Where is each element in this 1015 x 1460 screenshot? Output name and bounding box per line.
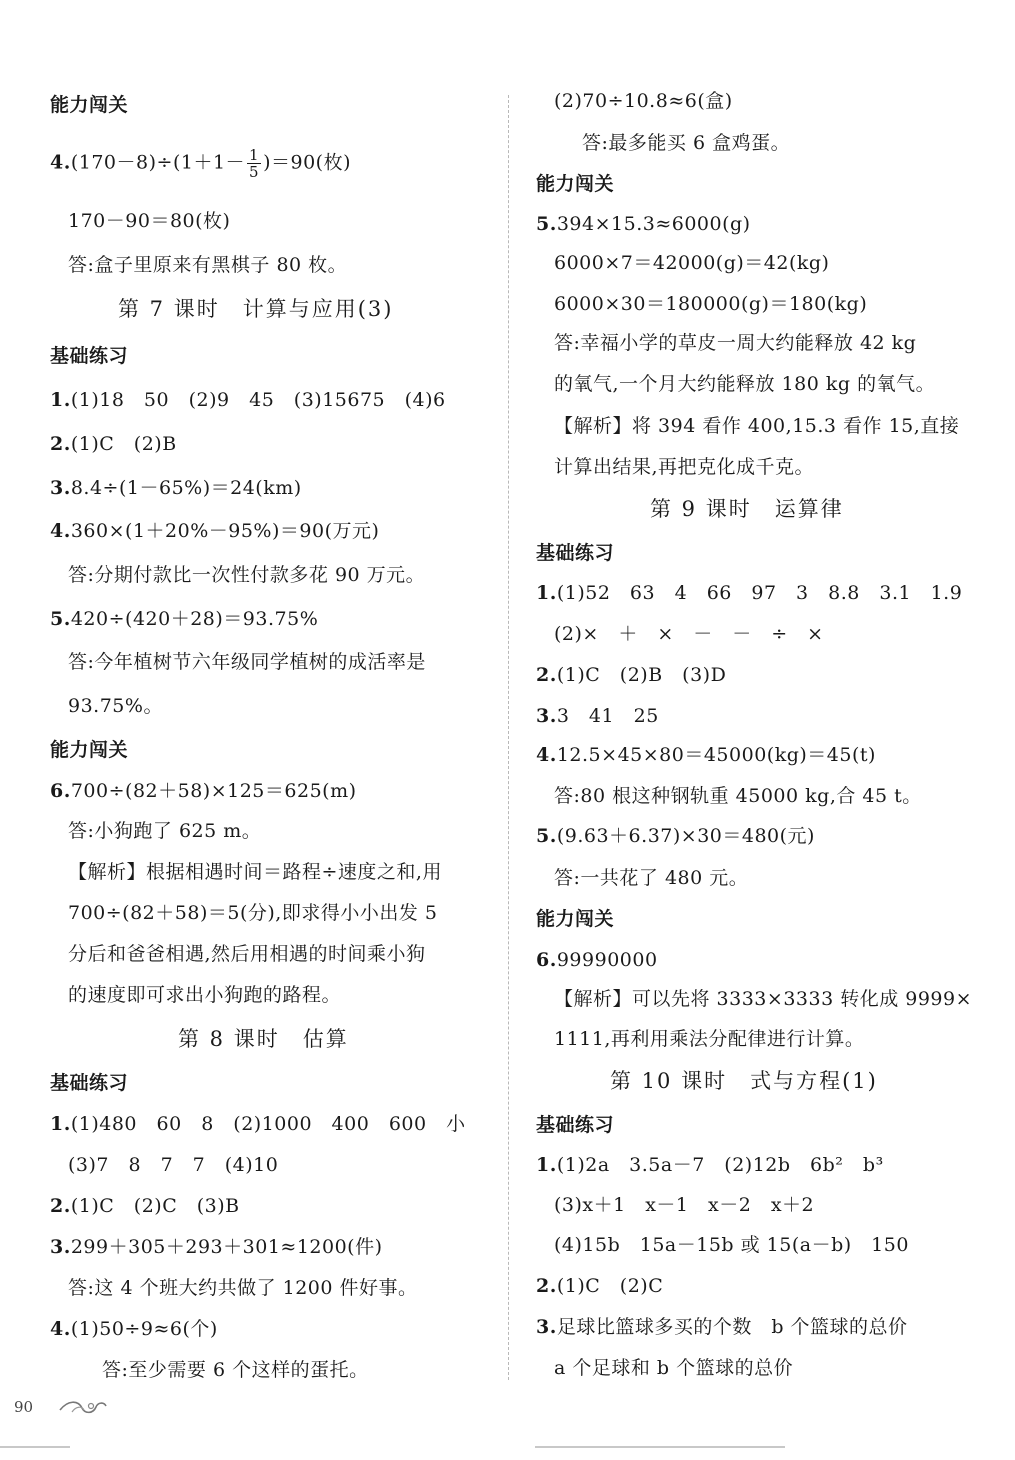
analysis-line: 【解析】将 394 看作 400,15.3 看作 15,直接 [554,415,960,437]
answer-line: 答:一共花了 480 元。 [554,867,749,889]
item-number: 2. [536,1275,557,1297]
item-number: 5. [536,825,557,847]
section-heading: 基础练习 [50,345,129,367]
section-heading: 能力闯关 [50,94,129,116]
answer-text: 99990000 [556,949,658,971]
answer-line: 答:这 4 个班大约共做了 1200 件好事。 [68,1277,418,1299]
answer-text: (1)C (2)C (3)B [70,1195,240,1217]
answer-text: (1)2a 3.5a－7 (2)12b 6b² b³ [556,1154,884,1176]
lesson-title: 第 7 课时 计算与应用(3) [118,297,394,321]
answer-text: (9.63＋6.37)×30＝480(元) [556,825,815,847]
expression-part: (170－8)÷(1＋1－ [70,151,246,174]
analysis-line: 的速度即可求出小狗跑的路程。 [68,984,342,1006]
answer-line [536,662,726,688]
analysis-line: 计算出结果,再把克化成千克。 [554,456,815,478]
answer-line [536,1314,908,1340]
item-number: 2. [50,433,71,455]
answer-text: (1)50÷9≈6(个) [70,1318,218,1340]
answer-line [536,823,815,849]
item-number: 1. [50,1113,71,1135]
answer-line [536,1273,663,1299]
answer-line: 的氧气,一个月大约能释放 180 kg 的氧气。 [554,373,936,395]
answer-line [50,1111,466,1137]
answer-line [50,778,357,804]
item-number: 3. [536,1316,557,1338]
answer-text: (1)C (2)B [70,433,177,455]
answer-line [536,580,962,606]
answer-line: 答:小狗跑了 625 m。 [68,820,262,842]
answer-line [50,431,177,457]
answer-line [536,947,658,973]
answer-text: 12.5×45×80＝45000(kg)＝45(t) [556,744,876,766]
answer-line [536,742,876,768]
answer-line [536,703,659,729]
answer-line [50,475,302,501]
item-number: 5. [50,608,71,630]
answer-line: (2)70÷10.8≈6(盒) [554,90,733,112]
item-number: 4. [50,151,71,174]
answer-line: 答:80 根这种钢轨重 45000 kg,合 45 t。 [554,785,922,807]
answer-text: (1)52 63 4 66 97 3 8.8 3.1 1.9 [556,582,963,604]
item-number: 6. [536,949,557,971]
answer-line: (3)x＋1 x－1 x－2 x＋2 [554,1194,815,1216]
answer-line: 答:至少需要 6 个这样的蛋托。 [102,1359,369,1381]
item-number: 5. [536,213,557,235]
answer-line: 答:今年植树节六年级同学植树的成活率是 [68,651,426,673]
footer-rule [535,1446,785,1448]
answer-text: 足球比篮球多买的个数 b 个篮球的总价 [556,1316,908,1338]
fraction-denominator: 5 [249,163,260,181]
section-heading: 基础练习 [536,1114,615,1136]
answer-line-with-fraction [50,147,351,180]
item-number: 4. [536,744,557,766]
answer-line [50,518,379,544]
item-number: 2. [50,1195,71,1217]
item-number: 1. [536,1154,557,1176]
item-number: 3. [50,477,71,499]
answer-text: 299＋305＋293＋301≈1200(件) [70,1236,383,1258]
answer-text: (1)480 60 8 (2)1000 400 600 小 [70,1113,466,1135]
swirl-ornament-icon [58,1396,108,1418]
analysis-line: 【解析】可以先将 3333×3333 转化成 9999× [554,988,973,1010]
item-number: 1. [50,389,71,411]
item-number: 6. [50,780,71,802]
section-heading: 能力闯关 [536,173,615,195]
answer-line [50,1193,240,1219]
answer-text: (1)18 50 (2)9 45 (3)15675 (4)6 [70,389,446,411]
item-number: 1. [536,582,557,604]
answer-text: (1)C (2)B (3)D [556,664,727,686]
section-heading: 基础练习 [50,1072,129,1094]
answer-text: 8.4÷(1－65%)＝24(km) [70,477,302,499]
answer-text: 420÷(420＋28)＝93.75% [70,608,319,630]
item-number: 4. [50,520,71,542]
answer-text: 700÷(82＋58)×125＝625(m) [70,780,357,802]
lesson-title: 第 9 课时 运算律 [650,497,844,521]
answer-line [50,1316,218,1342]
item-number: 3. [536,705,557,727]
answer-line: 答:分期付款比一次性付款多花 90 万元。 [68,564,426,586]
answer-line: 6000×7＝42000(g)＝42(kg) [554,252,830,274]
answer-line [50,1234,383,1260]
expression-part: )＝90(枚) [263,151,352,174]
answer-line [50,606,318,632]
answer-line: a 个足球和 b 个篮球的总价 [554,1357,794,1379]
item-number: 4. [50,1318,71,1340]
answer-line: 答:最多能买 6 盒鸡蛋。 [582,132,791,154]
answer-text: 394×15.3≈6000(g) [556,213,751,235]
column-divider [508,95,509,1380]
footer-rule [0,1446,70,1448]
analysis-line: 分后和爸爸相遇,然后用相遇的时间乘小狗 [68,943,426,965]
analysis-line: 1111,再利用乘法分配律进行计算。 [554,1028,865,1050]
answer-line: 6000×30＝180000(g)＝180(kg) [554,293,868,315]
item-number: 3. [50,1236,71,1258]
fraction [247,147,261,180]
answer-text: 360×(1＋20%－95%)＝90(万元) [70,520,380,542]
page-number: 90 [14,1398,34,1416]
answer-line: 170－90＝80(枚) [68,210,231,232]
answer-text: (1)C (2)C [556,1275,664,1297]
answer-line: (2)× ＋ × － － ÷ × [554,623,824,645]
fraction-numerator: 1 [249,146,260,164]
answer-line [50,387,446,413]
answer-line: (4)15b 15a－15b 或 15(a－b) 150 [554,1234,909,1256]
answer-line: 答:幸福小学的草皮一周大约能释放 42 kg [554,332,917,354]
answer-line: (3)7 8 7 7 (4)10 [68,1154,279,1176]
section-heading: 基础练习 [536,542,615,564]
answer-line: 答:盒子里原来有黑棋子 80 枚。 [68,254,348,276]
analysis-line: 700÷(82＋58)＝5(分),即求得小小出发 5 [68,902,438,924]
analysis-line: 【解析】根据相遇时间＝路程÷速度之和,用 [68,861,442,883]
answer-line [536,211,751,237]
item-number: 2. [536,664,557,686]
section-heading: 能力闯关 [50,739,129,761]
answer-text: 3 41 25 [556,705,659,727]
lesson-title: 第 8 课时 估算 [178,1027,349,1051]
answer-line: 93.75%。 [68,695,163,717]
lesson-title: 第 10 课时 式与方程(1) [610,1069,878,1093]
section-heading: 能力闯关 [536,908,615,930]
answer-line [536,1152,884,1178]
